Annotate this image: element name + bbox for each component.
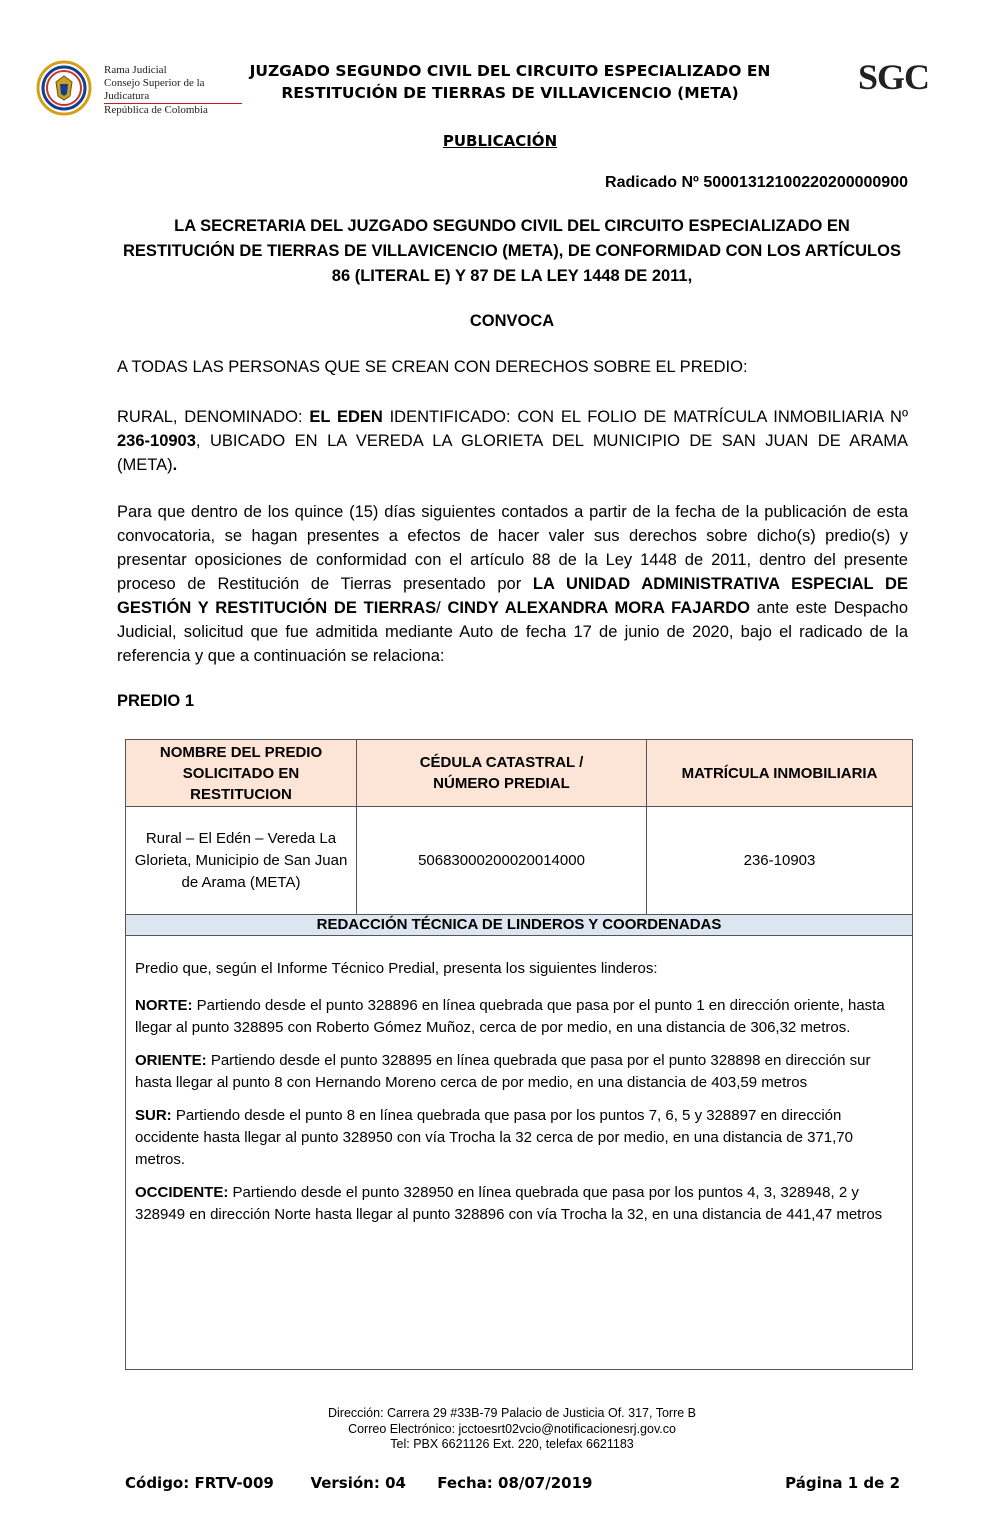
footer-contact: [0, 1406, 1000, 1453]
text-run: /: [436, 599, 448, 617]
header-cell-name: NOMBRE DEL PREDIO SOLICITADO EN RESTITUCION: [159, 743, 323, 803]
boundaries-band: REDACCIÓN TÉCNICA DE LINDEROS Y COORDENADAS: [126, 914, 912, 936]
text-run: Para que dentro de los quince (15) días siguientes contados a partir de la fecha de la publicación de esta convocatoria, se hagan presentes a efectos de hacer valer sus derechos sobre dicho(s) predio(s) y presentar oposiciones de conformidad con el artículo 88 de la Ley 1448 de 2011, dentro del presente proceso de Restitución de Tierras presentado por: [117, 503, 908, 593]
property-description: [117, 405, 908, 477]
boundary-label: SUR:: [135, 1107, 172, 1124]
predio-heading: PREDIO 1: [117, 692, 195, 710]
convoca-heading: CONVOCA: [469, 312, 555, 330]
judicial-seal-logo: [36, 60, 92, 116]
boundary-label: NORTE:: [135, 997, 193, 1014]
text-run: RURAL, DENOMINADO:: [117, 408, 310, 426]
org-line: República de Colombia: [104, 104, 208, 116]
text-run: ante este Despacho Judicial, solicitud que fue admitida mediante Auto de fecha 17 de junio de 2020, bajo el radicado de la referencia y que a continuación se relaciona:: [117, 599, 909, 665]
boundary-label: OCCIDENTE:: [135, 1184, 229, 1201]
data-cell-cedula: 50683000200020014000: [418, 851, 585, 869]
document-control: [125, 1474, 592, 1492]
boundary-sur: [135, 1105, 905, 1171]
applicant-entity: LA UNIDAD ADMINISTRATIVA ESPECIAL DE GESTIÓN Y RESTITUCIÓN DE TIERRAS: [117, 575, 908, 617]
boundary-text: Partiendo desde el punto 8 en línea quebrada que pasa por los puntos 7, 6, 5 y 328897 en dirección occidente hasta llegar al punto 328950 con vía Trocha la 32 cerca de por medio, en una distancia de 371,70 metros.: [135, 1107, 853, 1168]
boundary-text: Partiendo desde el punto 328895 en línea quebrada que pasa por el punto 328898 en dirección sur hasta llegar al punto 8 con Hernando Moreno cerca de por medio, en una distancia de 403,59 metros: [135, 1052, 871, 1091]
document-heading: PUBLICACIÓN: [442, 132, 558, 150]
folio-number: 236-10903: [117, 432, 196, 450]
radicado-number: Radicado Nº 50001312100220200000900: [605, 174, 908, 191]
boundary-text: Partiendo desde el punto 328896 en línea quebrada que pasa por el punto 1 en dirección oriente, hasta llegar al punto 328895 con Roberto Gómez Muñoz, cerca de por medio, en una distancia de 306,32 metros.: [135, 997, 885, 1036]
form-code: Código: FRTV-009: [125, 1474, 274, 1492]
court-title: [200, 60, 820, 104]
footer-phone: Tel: PBX 6621126 Ext. 220, telefax 6621183: [390, 1437, 634, 1451]
boundary-label: ORIENTE:: [135, 1052, 207, 1069]
text-run: .: [172, 456, 178, 474]
data-cell-matricula: 236-10903: [743, 851, 816, 869]
boundary-occidente: [135, 1182, 905, 1226]
summons-paragraph: [117, 500, 908, 668]
court-title-line-1: JUZGADO SEGUNDO CIVIL DEL CIRCUITO ESPECIALIZADO EN: [249, 62, 771, 80]
intro-paragraph: LA SECRETARIA DEL JUZGADO SEGUNDO CIVIL DEL CIRCUITO ESPECIALIZADO EN RESTITUCIÓN DE TIERRAS DE VILLAVICENCIO (META), DE CONFORMIDAD CON LOS ARTÍCULOS 86 (LITERAL E) Y 87 DE LA LEY 1448 DE 2011,: [123, 217, 901, 285]
sgc-brand: SGC: [858, 57, 930, 97]
org-line: Rama Judicial: [104, 64, 167, 76]
applicant-person: CINDY ALEXANDRA MORA FAJARDO: [447, 599, 750, 617]
property-name: EL EDEN: [309, 408, 383, 426]
form-version: Versión: 04: [310, 1474, 406, 1492]
boundary-text: Partiendo desde el punto 328950 en línea quebrada que pasa por los puntos 4, 3, 328948, 2 y 328949 en dirección Norte hasta llegar al punto 328896 con vía Trocha la 32, en una distancia de 441,47 metros: [135, 1184, 883, 1223]
footer-address: Dirección: Carrera 29 #33B-79 Palacio de Justicia Of. 317, Torre B: [327, 1406, 696, 1420]
data-cell-name: Rural – El Edén – Vereda La Glorieta, Municipio de San Juan de Arama (META): [134, 829, 348, 891]
page-number: Página 1 de 2: [785, 1474, 900, 1492]
court-title-line-2: RESTITUCIÓN DE TIERRAS DE VILLAVICENCIO (META): [281, 84, 739, 102]
boundaries-section: [135, 958, 905, 1237]
property-table: [125, 739, 913, 1370]
boundary-oriente: [135, 1050, 905, 1094]
footer-email: Correo Electrónico: jcctoesrt02vcio@notificacionesrj.gov.co: [348, 1421, 676, 1436]
header-cell-cedula: CÉDULA CATASTRAL / NÚMERO PREDIAL: [419, 754, 584, 792]
summons-line: A TODAS LAS PERSONAS QUE SE CREAN CON DERECHOS SOBRE EL PREDIO:: [117, 358, 748, 376]
form-date: Fecha: 08/07/2019: [437, 1474, 593, 1492]
header-cell-matricula: MATRÍCULA INMOBILIARIA: [681, 764, 878, 782]
text-run: , UBICADO EN LA VEREDA LA GLORIETA DEL MUNICIPIO DE SAN JUAN DE ARAMA (META): [117, 432, 908, 474]
text-run: IDENTIFICADO: CON EL FOLIO DE MATRÍCULA INMOBILIARIA Nº: [382, 408, 908, 426]
boundaries-lead: Predio que, según el Informe Técnico Predial, presenta los siguientes linderos:: [135, 960, 658, 977]
org-line: Consejo Superior de la Judicatura: [104, 77, 242, 104]
boundary-norte: [135, 995, 905, 1039]
